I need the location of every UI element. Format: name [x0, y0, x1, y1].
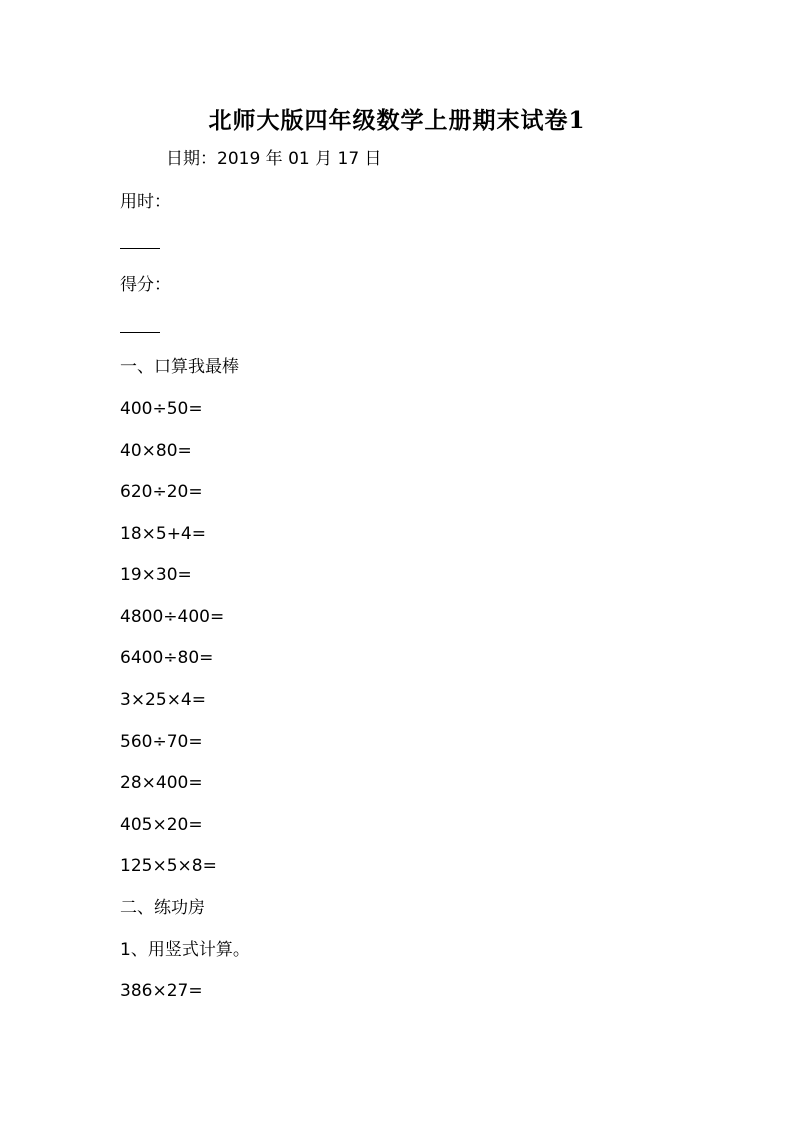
time-blank [120, 248, 160, 249]
section1-heading: 一、口算我最棒 [120, 357, 239, 377]
problem: 18×5+4= [120, 524, 206, 544]
problem: 560÷70= [120, 732, 203, 752]
problem: 4800÷400= [120, 607, 225, 627]
score-blank [120, 332, 160, 333]
date-line: 日期：2019 年 01 月 17 日 [166, 149, 382, 169]
time-label: 用时： [120, 192, 171, 212]
problem: 28×400= [120, 773, 203, 793]
problem: 405×20= [120, 815, 203, 835]
section2-heading: 二、练功房 [120, 898, 205, 918]
problem: 3×25×4= [120, 690, 206, 710]
problem: 6400÷80= [120, 648, 214, 668]
score-label: 得分： [120, 275, 171, 295]
section2-subheading: 1、用竖式计算。 [120, 940, 250, 960]
problem: 386×27= [120, 981, 203, 1001]
problem: 19×30= [120, 565, 192, 585]
problem: 400÷50= [120, 399, 203, 419]
problem: 40×80= [120, 441, 192, 461]
problem: 125×5×8= [120, 856, 217, 876]
document-title: 北师大版四年级数学上册期末试卷1 [208, 107, 586, 134]
problem: 620÷20= [120, 482, 203, 502]
